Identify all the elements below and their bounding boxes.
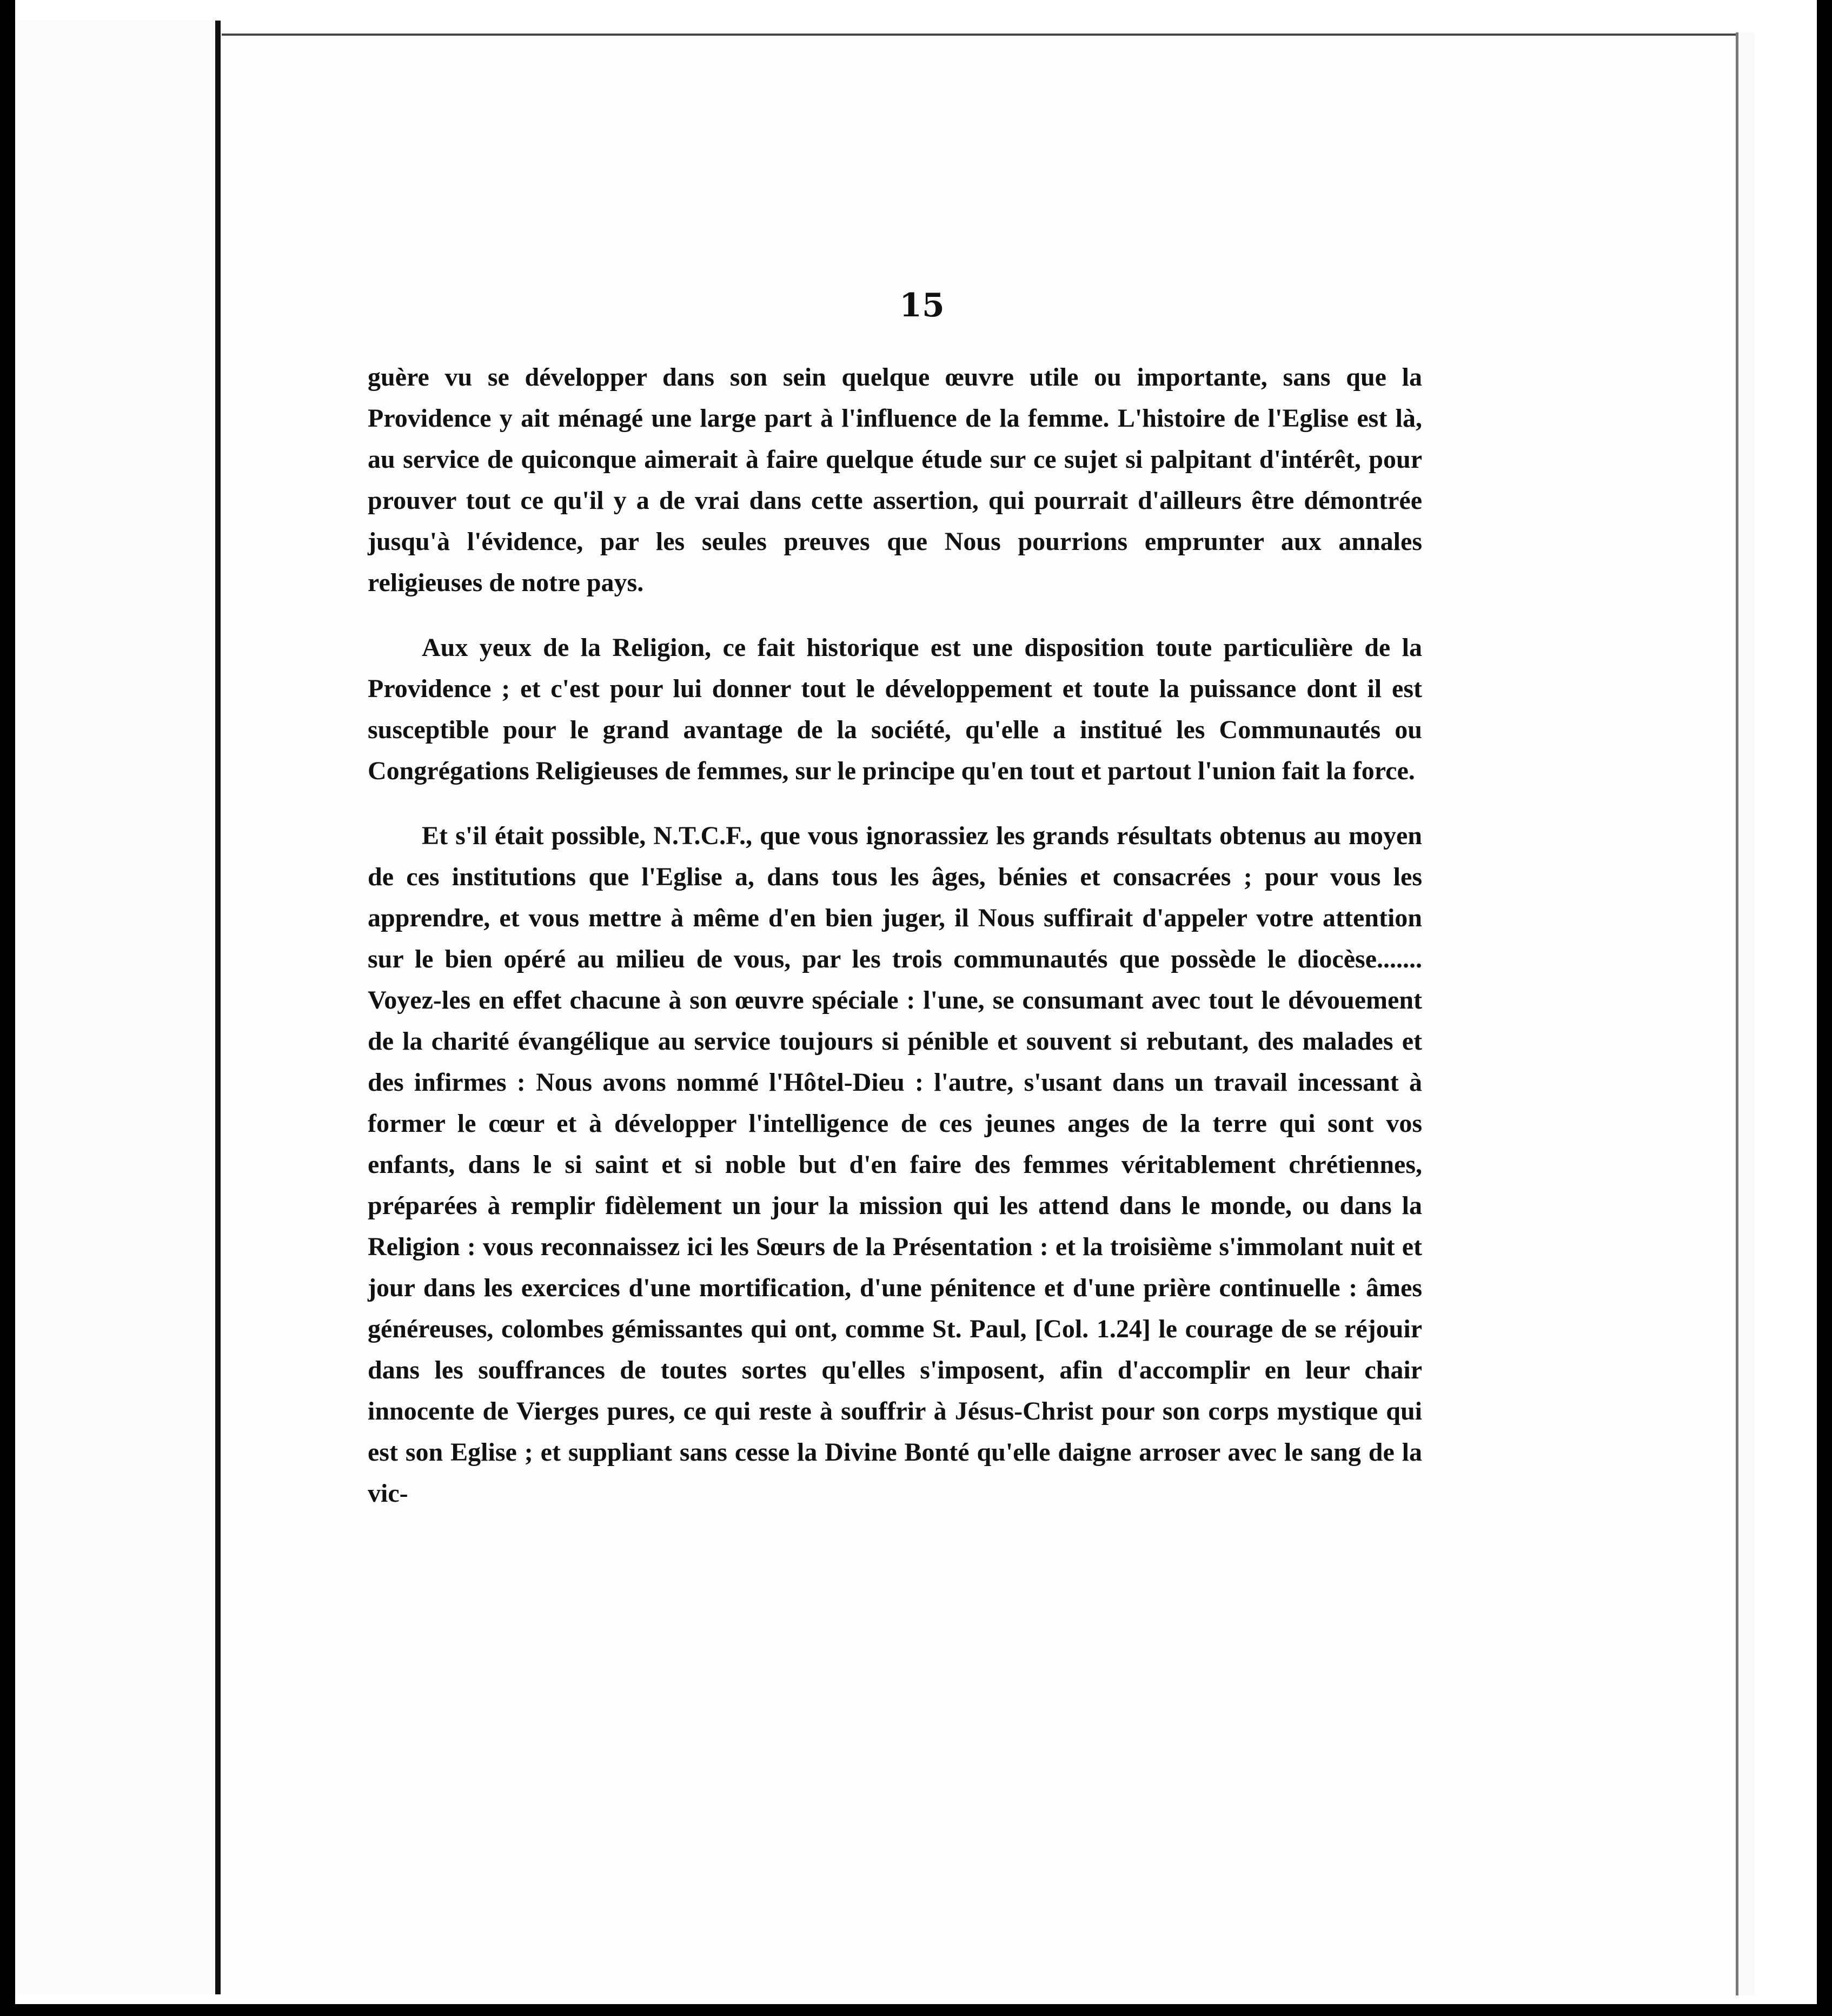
scan-border-left	[0, 0, 15, 2016]
scan-border-right	[1817, 0, 1832, 2016]
body-text	[368, 357, 1422, 1538]
next-page-edge	[1736, 32, 1755, 1995]
page-number: 15	[899, 287, 945, 324]
paragraph: Et s'il était possible, N.T.C.F., que vous ignorassiez les grands résultats obtenus au moyen de ces institutions que l'Eglise a, dans tous les âges, bénies et consacrées ; pour vous les apprendre, et vous mettre à même d'en bien juger, il Nous suffirait d'appeler votre attention sur le bien opéré au milieu de vous, par les trois communautés que possède le diocèse....... Voyez-les en effet chacune à son œuvre spéciale : l'une, se consumant avec tout le dévouement de la charité évangélique au service toujours si pénible et souvent si rebutant, des malades et des infirmes : Nous avons nommé l'Hôtel-Dieu : l'autre, s'usant dans un travail incessant à former le cœur et à développer l'intelligence de ces jeunes anges de la terre qui sont vos enfants, dans le si saint et si noble but d'en faire des femmes véritablement chrétiennes, préparées à remplir fidèlement un jour la mission qui les attend dans le monde, ou dans la Religion : vous reconnaissez ici les Sœurs de la Présentation : et la troisième s'immolant nuit et jour dans les exercices d'une mortification, d'une pénitence et d'une prière continuelle : âmes généreuses, colombes gémissantes qui ont, comme St. Paul, [Col. 1.24] le courage de se réjouir dans les souffrances de toutes sortes qu'elles s'imposent, afin d'accomplir en leur chair innocente de Vierges pures, ce qui reste à souffrir à Jésus-Christ pour son corps mystique qui est son Eglise ; et suppliant sans cesse la Divine Bonté qu'elle daigne arroser avec le sang de la vic-	[368, 821, 1422, 1508]
scan-border-bottom	[0, 2004, 1832, 2016]
paragraph: guère vu se développer dans son sein quelque œuvre utile ou importante, sans que la Providence y ait ménagé une large part à l'influence de la femme. L'histoire de l'Eglise est là, au service de quiconque aimerait à faire quelque étude sur ce sujet si palpitant d'intérêt, pour prouver tout ce qu'il y a de vrai dans cette assertion, qui pourrait d'ailleurs être démontrée jusqu'à l'évidence, par les seules preuves que Nous pourrions emprunter aux annales religieuses de notre pays.	[368, 363, 1422, 597]
previous-page-edge	[15, 21, 221, 1994]
paragraph: Aux yeux de la Religion, ce fait historique est une disposition toute particulière de la Providence ; et c'est pour lui donner tout le développement et toute la puissance dont il est susceptible pour le grand avantage de la société, qu'elle a institué les Communautés ou Congrégations Religieuses de femmes, sur le principe qu'en tout et partout l'union fait la force.	[368, 633, 1422, 785]
